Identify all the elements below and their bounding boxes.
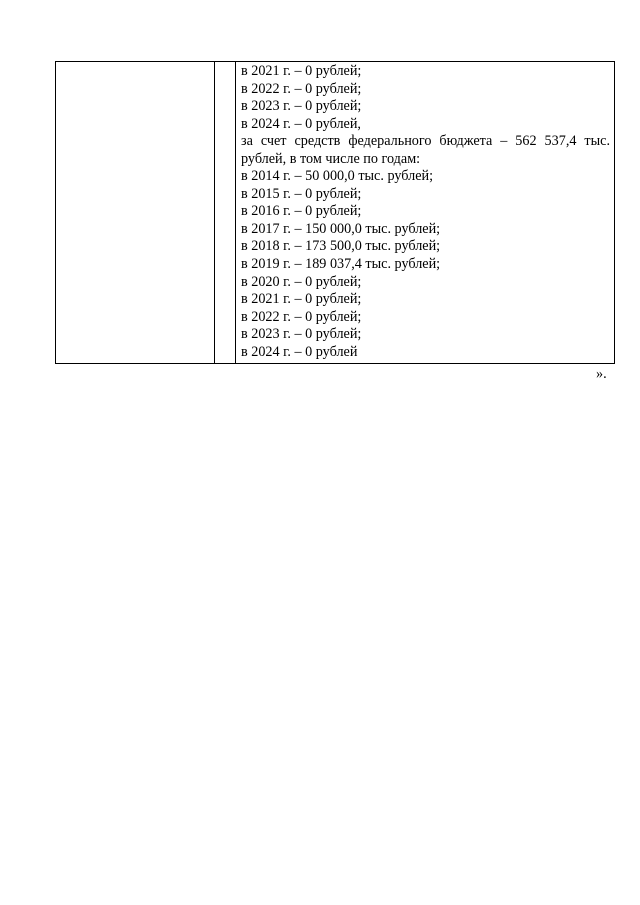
table-cell-funding-text: [236, 62, 615, 364]
closing-quote-mark: ».: [596, 366, 607, 382]
label-cell-text: [56, 62, 214, 65]
federal-budget-by-years-line: рублей, в том числе по годам:: [241, 150, 421, 167]
federal-line-2019: в 2019 г. – 189 037,4 тыс. рублей;: [241, 256, 441, 273]
federal-line-2016: в 2016 г. – 0 рублей;: [241, 203, 362, 220]
funding-line-2021: в 2021 г. – 0 рублей;: [241, 63, 362, 79]
table-cell-label: [56, 62, 215, 364]
funding-line-2022: в 2022 г. – 0 рублей;: [241, 80, 362, 97]
federal-budget-line: за счет средств федерального бюджета – 562 537,4 тыс.: [241, 133, 610, 150]
federal-line-2022: в 2022 г. – 0 рублей;: [241, 308, 362, 325]
federal-line-2024: в 2024 г. – 0 рублей: [241, 343, 358, 360]
spacer-cell-text: [215, 62, 235, 65]
federal-line-2020: в 2020 г. – 0 рублей;: [241, 273, 362, 290]
funding-table: [55, 61, 615, 364]
federal-line-2018: в 2018 г. – 173 500,0 тыс. рублей;: [241, 238, 441, 255]
federal-line-2017: в 2017 г. – 150 000,0 тыс. рублей;: [241, 220, 441, 237]
table-row: [56, 62, 615, 364]
federal-line-2014: в 2014 г. – 50 000,0 тыс. рублей;: [241, 168, 434, 185]
federal-line-2023: в 2023 г. – 0 рублей;: [241, 326, 362, 343]
funding-line-2023: в 2023 г. – 0 рублей;: [241, 98, 362, 115]
federal-line-2015: в 2015 г. – 0 рублей;: [241, 185, 362, 202]
federal-line-2021: в 2021 г. – 0 рублей;: [241, 291, 362, 308]
funding-text-block: [236, 62, 614, 363]
table-cell-spacer: [215, 62, 236, 364]
funding-line-2024: в 2024 г. – 0 рублей,: [241, 115, 361, 132]
